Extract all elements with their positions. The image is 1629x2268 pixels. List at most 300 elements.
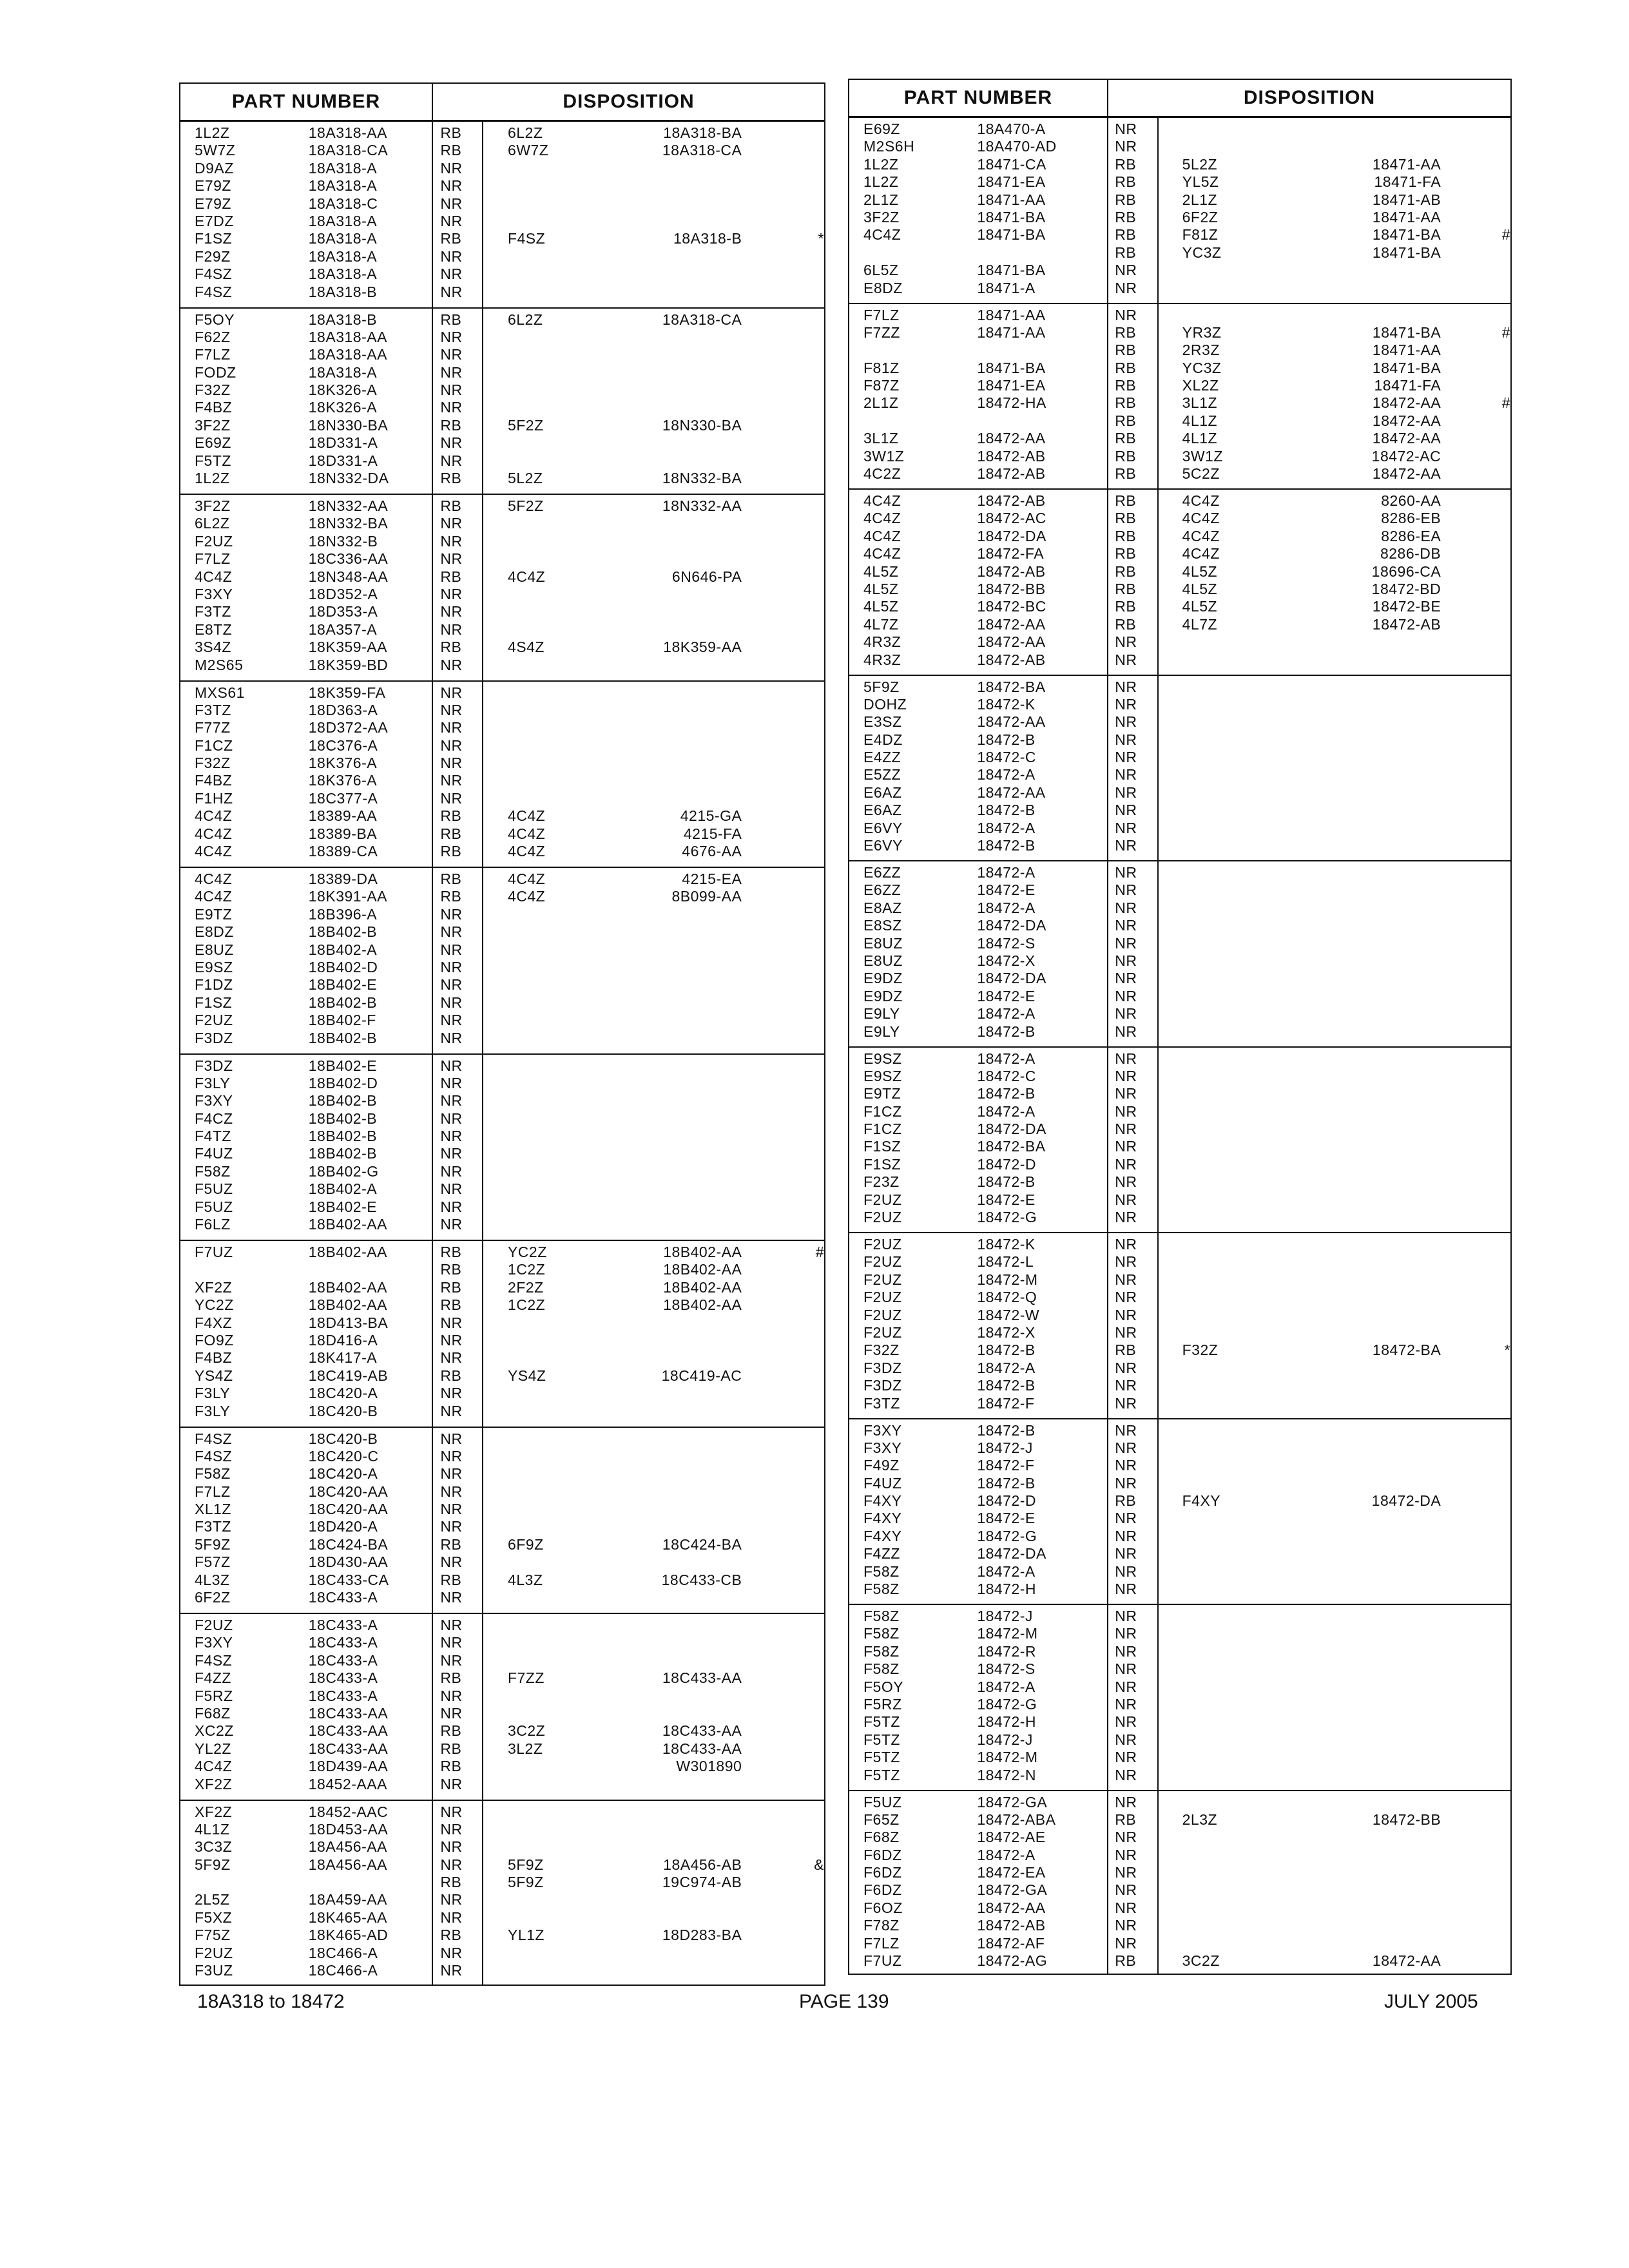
table-row [180,1385,824,1402]
part-prefix: F3DZ [195,1057,233,1074]
replacement-base: 18696-CA [1371,562,1441,580]
part-prefix: F58Z [863,1625,900,1642]
part-prefix: 4L5Z [863,562,899,580]
disposition-code: RB [1115,562,1137,580]
part-base: 18472-N [977,1766,1037,1783]
disposition-code: NR [440,452,463,469]
replacement-prefix [1164,1881,1296,1899]
replacement-base: 8286-EA [1381,527,1441,544]
replacement-base [1296,1713,1441,1731]
replacement-base [609,1030,742,1047]
footnote-mark [1441,341,1510,359]
table-row [849,1696,1510,1713]
part-base: 18A456-AA [308,1856,387,1873]
replacement-base [1296,970,1441,987]
replacement-prefix: F4SZ [507,230,546,247]
replacement-prefix [490,1501,609,1518]
table-row [180,1163,824,1180]
replacement-base [609,284,742,301]
disposition-code: RB [440,1367,462,1384]
replacement-prefix [490,381,609,399]
replacement-prefix [1164,802,1296,819]
disposition-code: RB [440,807,462,825]
part-prefix: E6AZ [863,802,902,819]
part-prefix: 3F2Z [863,208,900,226]
part-prefix: F5UZ [863,1793,902,1811]
disposition-code: NR [440,1447,463,1465]
replacement-base [1296,1475,1441,1492]
replacement-prefix [490,906,609,923]
part-base: 18D352-A [308,585,378,602]
disposition-code: NR [1115,1191,1137,1208]
table-row [849,678,1510,696]
table-row [849,1085,1510,1102]
replacement-base: 18472-BD [1371,580,1441,597]
disposition-code: NR [1115,1023,1137,1040]
replacement-base [1296,678,1441,696]
replacement-base: 18N330-BA [662,416,742,434]
disposition-code: RB [440,124,462,141]
replacement-prefix [490,1465,609,1483]
part-base: 18471-AA [977,191,1046,208]
part-prefix: F5RZ [863,1695,902,1713]
table-row [180,586,824,603]
table-row [180,1198,824,1216]
table-row [180,1261,824,1278]
part-prefix: 5F9Z [195,1535,231,1553]
table-row [180,497,824,515]
disposition-code: NR [440,159,463,177]
replacement-base [1296,1271,1441,1289]
part-prefix: D9AZ [195,159,234,177]
replacement-prefix [490,1403,609,1420]
part-prefix: F1CZ [863,1120,902,1138]
footnote-mark [1441,1236,1510,1253]
part-prefix: F2UZ [863,1323,902,1341]
replacement-prefix [490,434,609,452]
replacement-prefix: 4L5Z [1182,598,1218,615]
table-row [180,533,824,550]
part-prefix: F4CZ [195,1110,233,1127]
replacement-prefix: YS4Z [507,1367,546,1384]
footnote-mark [742,1057,824,1075]
part-base: 18K465-AA [308,1908,387,1926]
footnote-mark [1441,1005,1510,1023]
disposition-code: NR [440,399,463,416]
table-row [849,651,1510,669]
disposition-code: NR [440,1145,463,1162]
replacement-prefix [1164,1103,1296,1120]
replacement-base: 18472-AB [1372,615,1441,633]
footnote-mark [742,586,824,603]
part-prefix: 4C4Z [195,568,233,585]
footnote-mark: # [1501,226,1510,244]
disposition-code: NR [1115,1120,1137,1138]
table-row [180,248,824,265]
replacement-base [609,1617,742,1634]
part-prefix: F1CZ [863,1102,902,1120]
replacement-base [1296,651,1441,669]
replacement-prefix [490,621,609,639]
disposition-code: NR [1115,1608,1137,1624]
table-row [849,448,1510,465]
replacement-prefix: 4C4Z [507,843,546,860]
disposition-code: NR [440,1589,463,1606]
footnote-mark [742,772,824,789]
replacement-base [609,772,742,789]
disposition-code: NR [440,1110,463,1127]
replacement-base: 18A318-CA [662,142,742,159]
table-row [849,209,1510,226]
disposition-code: NR [440,1074,463,1091]
disposition-code: NR [1115,881,1137,899]
table-row [180,1075,824,1092]
part-prefix: F3TZ [195,603,231,620]
replacement-prefix [1164,881,1296,899]
replacement-prefix: 4C4Z [507,568,546,585]
footnote-mark [1441,1138,1510,1155]
table-row [180,1874,824,1891]
table-row [849,749,1510,766]
part-base: 18472-AB [977,562,1046,580]
replacement-prefix: YL1Z [507,1927,545,1944]
replacement-base [1296,262,1441,279]
footnote-mark [1441,563,1510,581]
part-prefix: F4SZ [195,1651,233,1669]
replacement-base [1296,1457,1441,1474]
disposition-code: NR [1115,1899,1137,1916]
replacement-base [609,586,742,603]
disposition-code: NR [440,363,463,381]
footer-range: 18A318 to 18472 [197,1991,345,2012]
disposition-code: RB [1115,412,1137,429]
disposition-code: RB [1115,580,1137,597]
replacement-base [609,399,742,416]
footnote-mark [1441,784,1510,802]
footnote-mark [742,1838,824,1856]
replacement-prefix [1164,935,1296,952]
footnote-mark [742,1776,824,1793]
replacement-base [1296,1236,1441,1253]
footnote-mark [742,1553,824,1571]
replacement-base: 18472-BE [1372,598,1441,615]
part-prefix: F77Z [195,719,231,736]
part-base: 18472-G [977,1209,1037,1226]
disposition-code: RB [440,1669,462,1687]
replacement-prefix: F32Z [1182,1341,1219,1359]
table-row [180,1145,824,1162]
part-base: 18472-E [977,881,1036,899]
part-base: 18D331-A [308,452,378,469]
replacement-prefix [1164,837,1296,854]
replacement-prefix [490,177,609,195]
replacement-base [609,515,742,532]
replacement-prefix: 4C4Z [1182,545,1220,562]
disposition-code: NR [440,719,463,736]
part-base: 18472-C [977,1067,1037,1084]
part-base: 18B402-E [308,1198,378,1215]
part-base: 18B402-AA [308,1278,387,1296]
replacement-base: 18471-AA [1372,208,1441,226]
table-row [180,434,824,452]
replacement-prefix [490,329,609,346]
footnote-mark [1441,1660,1510,1678]
part-base: 18471-EA [977,173,1046,191]
part-prefix: 3C3Z [195,1838,233,1856]
part-base: 18472-DA [977,1120,1046,1138]
part-base: 18D453-AA [308,1820,389,1838]
table-row [180,923,824,941]
disposition-code: NR [1115,934,1137,952]
part-prefix: F2UZ [195,1944,233,1961]
footnote-mark [742,1314,824,1332]
table-row [180,1687,824,1705]
part-base [309,1261,429,1278]
table-row [849,510,1510,527]
footnote-mark [742,1909,824,1927]
replacement-base [1296,120,1441,138]
part-base: 18472-L [977,1253,1034,1271]
disposition-code: NR [440,434,463,452]
disposition-code: NR [1115,651,1137,668]
part-prefix: E69Z [863,120,900,137]
disposition-code: RB [1115,377,1137,394]
table-row [180,1367,824,1385]
part-base: 18472-B [977,1377,1036,1394]
disposition-code: NR [440,1891,463,1908]
footnote-mark [1441,1191,1510,1209]
replacement-prefix [490,1030,609,1047]
replacement-prefix: 2L3Z [1182,1811,1218,1828]
right-table-body [849,118,1510,1977]
replacement-base [609,1589,742,1606]
replacement-base [609,790,742,807]
part-base: 18A318-B [308,283,378,300]
replacement-base: 18471-AA [1372,341,1441,359]
footnote-mark [742,888,824,905]
replacement-base: 18C433-AA [662,1740,742,1757]
part-base: 18471-AA [977,323,1046,341]
replacement-prefix [490,1092,609,1110]
replacement-base [609,1962,742,1979]
table-row [180,1057,824,1075]
replacement-prefix [490,1314,609,1332]
part-base: 18472-J [977,1608,1033,1624]
replacement-prefix: 4C4Z [1182,510,1220,527]
part-prefix: 4C4Z [195,843,233,860]
disposition-code: RB [1115,510,1137,527]
replacement-base [609,346,742,363]
part-prefix [849,412,977,430]
part-base: 18472-X [977,1323,1036,1341]
part-prefix: XF2Z [195,1278,233,1296]
part-prefix: 3F2Z [195,416,231,434]
replacement-base [1296,749,1441,766]
part-base: 18C420-AA [308,1501,389,1518]
part-prefix: E3SZ [863,713,902,731]
disposition-code: NR [1115,1829,1137,1846]
replacement-base [1296,1023,1441,1041]
part-prefix: F6DZ [863,1846,902,1863]
part-base: 18471-BA [977,208,1046,226]
replacement-base [609,737,742,754]
table-row [180,1669,824,1687]
table-row [849,430,1510,447]
footnote-mark [1441,1625,1510,1642]
table-row [849,1545,1510,1562]
part-prefix: F6DZ [863,1864,902,1881]
part-number-header: PART NUMBER [180,84,433,120]
table-row [849,820,1510,837]
table-row [849,1341,1510,1359]
table-row [180,399,824,416]
disposition-code: RB [440,1261,462,1278]
part-prefix: F5UZ [195,1180,233,1198]
disposition-code: RB [1115,208,1137,226]
replacement-prefix: 4C4Z [507,825,546,842]
footnote-mark [1441,1899,1510,1917]
part-prefix: M2S65 [195,656,244,673]
replacement-base [609,941,742,959]
replacement-prefix [1164,1120,1296,1138]
part-base: 18472-DA [977,917,1046,934]
replacement-prefix [490,657,609,674]
table-row [849,1581,1510,1598]
replacement-prefix [490,284,609,301]
part-base: 18472-Q [977,1289,1037,1306]
disposition-code: RB [440,843,462,860]
part-prefix: E8AZ [863,899,902,916]
footnote-mark [1441,1581,1510,1598]
replacement-prefix [490,1057,609,1075]
footnote-mark [1441,1492,1510,1510]
part-base: 18N332-B [308,532,378,550]
table-row [849,1289,1510,1306]
table-row [849,138,1510,155]
part-prefix: F1SZ [863,1155,901,1173]
replacement-base [1296,1068,1441,1085]
footnote-mark [1441,837,1510,854]
part-prefix: F4SZ [195,1447,233,1465]
part-base: 18A318-CA [308,142,389,159]
footnote-mark [1441,678,1510,696]
replacement-prefix [490,1891,609,1908]
part-base: 18472-F [977,1457,1035,1474]
disposition-code: NR [1115,306,1137,323]
disposition-code: NR [440,1314,463,1331]
part-prefix: F68Z [195,1704,231,1722]
part-base: 18C433-A [308,1589,378,1606]
part-base: 18D416-A [308,1331,378,1349]
replacement-prefix [490,1803,609,1821]
footnote-mark [742,417,824,434]
disposition-code: NR [1115,678,1137,695]
part-prefix: F65Z [863,1811,900,1828]
replacement-prefix [490,1349,609,1367]
part-prefix: F32Z [195,381,231,399]
footnote-mark [1441,528,1510,545]
part-prefix: 4C4Z [195,1758,233,1775]
replacement-base [1296,1864,1441,1881]
part-base: 18472-B [977,1421,1036,1439]
table-row [849,1678,1510,1696]
part-base: 18472-BA [977,1138,1046,1155]
part-base: 18472-A [977,1005,1036,1023]
part-group [180,868,824,1055]
replacement-prefix [490,1110,609,1128]
part-base: 18472-AB [977,492,1046,509]
table-row [849,1829,1510,1846]
footnote-mark [742,1536,824,1553]
part-base: 18472-D [977,1492,1037,1510]
part-base: 18K326-A [308,381,378,399]
replacement-base: 18471-BA [1372,359,1441,376]
replacement-prefix [1164,917,1296,934]
table-row [849,1439,1510,1457]
part-prefix: F4XY [863,1492,902,1510]
disposition-code: NR [440,515,463,532]
replacement-prefix [1164,1829,1296,1846]
part-prefix: 3F2Z [195,497,231,514]
part-base: 18472-AB [977,651,1046,668]
disposition-code: RB [1115,191,1137,208]
part-prefix [180,1261,309,1278]
part-prefix: F1SZ [863,1138,901,1155]
table-row [180,1403,824,1420]
part-base: 18D363-A [308,701,378,718]
part-prefix: E9DZ [863,970,903,987]
table-row [849,713,1510,731]
replacement-base: 18472-AA [1372,1952,1441,1970]
part-prefix: F5TZ [863,1766,900,1783]
disposition-code: NR [440,736,463,754]
part-prefix: F5TZ [863,1713,900,1731]
replacement-base [609,248,742,265]
part-prefix: F7ZZ [863,323,900,341]
table-row [849,1899,1510,1917]
replacement-base [1296,917,1441,934]
footnote-mark [1441,138,1510,155]
part-base: 18472-GA [977,1881,1048,1899]
disposition-code: NR [440,212,463,229]
disposition-code: NR [1115,138,1137,155]
footnote-mark [742,621,824,639]
part-prefix: F4XY [863,1527,902,1544]
table-row [849,1324,1510,1341]
table-row [180,311,824,329]
table-row [180,1758,824,1775]
table-row [849,970,1510,987]
left-table-body [180,122,824,1987]
footnote-mark [742,657,824,674]
replacement-prefix: 4L7Z [1182,615,1218,633]
table-row [180,1927,824,1944]
disposition-code: RB [1115,447,1137,465]
disposition-code: NR [1115,1377,1137,1394]
disposition-code: RB [440,568,462,585]
replacement-base: 18C419-AC [661,1367,742,1384]
part-base: 18B402-AA [308,1296,387,1314]
table-row [180,1776,824,1793]
disposition-code: NR [440,381,463,399]
disposition-code: RB [440,639,462,656]
part-prefix: F3LY [195,1385,231,1402]
footnote-mark [1441,864,1510,881]
part-prefix: E9TZ [195,905,233,923]
replacement-base: 18N332-BA [662,470,742,487]
part-prefix: F2UZ [863,1191,902,1208]
part-base: 18A357-A [308,620,378,638]
